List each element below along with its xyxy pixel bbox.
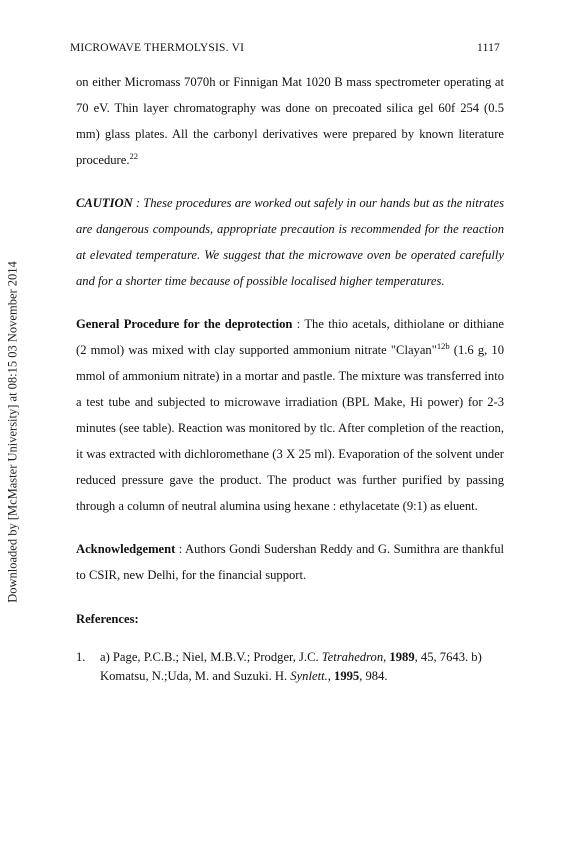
running-head: [70, 42, 500, 54]
citation-12b: 12b: [436, 340, 450, 351]
reference-a-authors: a) Page, P.C.B.; Niel, M.B.V.; Prodger, J.C.: [100, 650, 322, 664]
reference-number: 1.: [76, 650, 86, 664]
reference-b-journal: Synlett.: [290, 669, 328, 683]
general-procedure-text-2: (1.6 g, 10 mmol of ammonium nitrate) in a mortar and pastle. The mixture was transferred into a test tube and subjected to microwave irradiation (BPL Make, Hi power) for 2-3 minutes (see table). Reaction was monitored by tlc. After completion of the reaction, it was extracted with dichloromethane (3 X 25 ml). Evaporation of the solvent under reduced pressure gave the product. The product was further purified by passing through a column of neutral alumina using hexane : ethylacetate (9:1) as eluent.: [76, 343, 505, 513]
reference-a-year: 1989: [389, 650, 415, 664]
page-body: [76, 69, 504, 686]
general-procedure-text-1: : The thio acetals, dithiolane or dithiane (2 mmol) was mixed with clay supported ammonium nitrate "Clayan": [76, 317, 504, 357]
reference-b-year: 1995: [334, 669, 360, 683]
spectrometer-paragraph: [76, 69, 504, 173]
download-note: Downloaded by [McMaster University] at 08:15 03 November 2014: [5, 261, 20, 603]
general-procedure-paragraph: [76, 311, 504, 519]
running-head-title: MICROWAVE THERMOLYSIS. VI: [70, 42, 245, 54]
acknowledgement-paragraph: [76, 536, 504, 588]
acknowledgement-text: : Authors Gondi Sudershan Reddy and G. Sumithra are thankful to CSIR, new Delhi, for the financial support.: [76, 542, 504, 582]
spectrometer-text: on either Micromass 7070h or Finnigan Mat 1020 B mass spectrometer operating at 70 eV. Thin layer chromatography was done on precoated silica gel 60f 254 (0.5 mm) glass plates. All the carbonyl derivatives were prepared by known literature procedure.: [76, 75, 504, 167]
reference-item: [76, 648, 504, 686]
reference-b-tail: , 984.: [359, 669, 388, 683]
caution-paragraph: [76, 190, 504, 294]
reference-b-sep: ,: [327, 669, 335, 683]
caution-text: : These procedures are worked out safely in our hands but as the nitrates are dangerous compounds, appropriate precaution is recommended for the reaction at elevated temperature. We suggest that the microwave oven be operated carefully and for a shorter time because of possible localised higher temperatures.: [76, 196, 504, 288]
caution-label: CAUTION: [76, 196, 133, 210]
acknowledgement-heading: Acknowledgement: [76, 542, 176, 556]
reference-a-journal: Tetrahedron: [321, 650, 384, 664]
references-title: References:: [76, 612, 139, 626]
citation-22: 22: [129, 150, 138, 161]
download-watermark: [0, 0, 26, 863]
general-procedure-heading: General Procedure for the deprotection: [76, 317, 293, 331]
reference-text: a) Page, P.C.B.; Niel, M.B.V.; Prodger, J.C. Tetrahedron, 1989, 45, 7643. b) Komatsu, N.;Uda, M. and Suzuki. H. Synlett., 1995, 984.: [100, 650, 482, 683]
reference-a-tail: , 45, 7643. b) Komatsu, N.;Uda, M. and Suzuki. H.: [100, 650, 482, 683]
page-number: 1117: [477, 42, 500, 54]
